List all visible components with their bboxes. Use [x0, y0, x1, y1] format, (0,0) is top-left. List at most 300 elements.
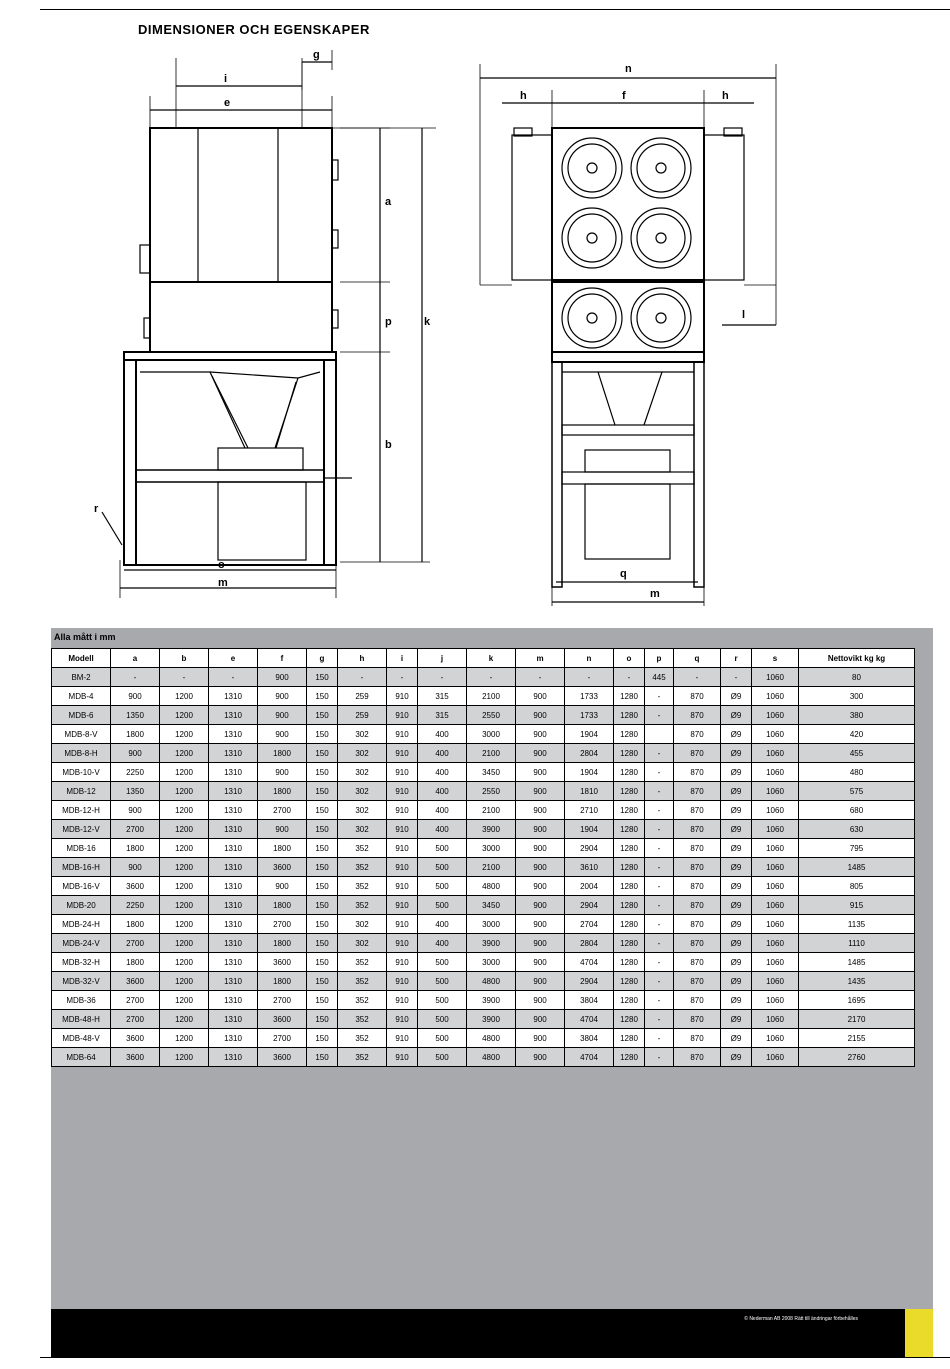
table-cell: MDB-16 [52, 839, 111, 858]
table-cell: 630 [799, 820, 915, 839]
table-cell: - [614, 668, 645, 687]
table-cell: 1310 [209, 991, 258, 1010]
table-cell: 150 [307, 820, 338, 839]
table-cell: 4704 [565, 1010, 614, 1029]
table-cell: 870 [674, 934, 721, 953]
table-cell: 4800 [467, 1048, 516, 1067]
table-cell: 2700 [111, 991, 160, 1010]
table-cell: Ø9 [721, 858, 752, 877]
table-cell: - [467, 668, 516, 687]
table-cell: 3600 [111, 1029, 160, 1048]
table-row [52, 972, 915, 991]
table-cell: 1800 [111, 725, 160, 744]
table-cell: 150 [307, 744, 338, 763]
table-cell: MDB-24-H [52, 915, 111, 934]
table-cell: 870 [674, 744, 721, 763]
table-cell: 352 [338, 877, 387, 896]
table-cell: 900 [111, 858, 160, 877]
table-cell: 150 [307, 934, 338, 953]
table-cell: 870 [674, 782, 721, 801]
table-cell: - [645, 782, 674, 801]
table-cell: 1310 [209, 915, 258, 934]
table-cell: MDB-10-V [52, 763, 111, 782]
table-cell: MDB-12-H [52, 801, 111, 820]
table-cell: 910 [387, 1010, 418, 1029]
table-cell: 1060 [752, 953, 799, 972]
table-row [52, 1048, 915, 1067]
table-cell: 2100 [467, 744, 516, 763]
table-cell: 1310 [209, 934, 258, 953]
table-cell: 2250 [111, 763, 160, 782]
table-cell: Ø9 [721, 687, 752, 706]
table-row [52, 668, 915, 687]
table-cell: 259 [338, 687, 387, 706]
table-cell: 870 [674, 1010, 721, 1029]
table-cell: Ø9 [721, 763, 752, 782]
table-cell: 1280 [614, 877, 645, 896]
table-cell: 150 [307, 801, 338, 820]
table-cell: 1280 [614, 896, 645, 915]
table-cell: 150 [307, 839, 338, 858]
table-cell: 870 [674, 896, 721, 915]
table-cell: MDB-16-V [52, 877, 111, 896]
table-cell: 2700 [258, 915, 307, 934]
table-cell: 500 [418, 953, 467, 972]
table-cell: 1310 [209, 877, 258, 896]
table-cell: 2804 [565, 934, 614, 953]
table-cell: 1060 [752, 972, 799, 991]
table-cell: 900 [516, 858, 565, 877]
table-cell: 400 [418, 725, 467, 744]
table-cell: 910 [387, 725, 418, 744]
table-cell: 910 [387, 1029, 418, 1048]
table-cell: 4704 [565, 953, 614, 972]
table-cell: 1280 [614, 801, 645, 820]
table-cell: 900 [111, 801, 160, 820]
table-row [52, 877, 915, 896]
table-cell: 910 [387, 915, 418, 934]
technical-drawings [0, 0, 950, 620]
table-cell: 3600 [258, 858, 307, 877]
table-cell: MDB-12 [52, 782, 111, 801]
column-header: i [387, 649, 418, 668]
dim-label-b: b [385, 439, 392, 451]
dim-label-o: o [218, 559, 225, 571]
table-cell: 3000 [467, 839, 516, 858]
dim-label-i: i [224, 73, 228, 85]
table-cell: 2904 [565, 972, 614, 991]
table-cell: 900 [516, 839, 565, 858]
table-cell: 2700 [258, 991, 307, 1010]
table-cell: 302 [338, 915, 387, 934]
table-cell: 1310 [209, 687, 258, 706]
table-cell: 1200 [160, 877, 209, 896]
table-cell: 3600 [111, 1048, 160, 1067]
table-cell: 1904 [565, 763, 614, 782]
table-cell: 1200 [160, 820, 209, 839]
table-cell: - [645, 706, 674, 725]
table-cell: 1060 [752, 725, 799, 744]
table-cell: 1904 [565, 820, 614, 839]
table-cell: 2760 [799, 1048, 915, 1067]
table-cell: - [645, 1048, 674, 1067]
table-cell: 300 [799, 687, 915, 706]
table-cell: 1060 [752, 668, 799, 687]
table-cell: 480 [799, 763, 915, 782]
table-cell: 1280 [614, 915, 645, 934]
table-cell: MDB-20 [52, 896, 111, 915]
table-cell: 302 [338, 744, 387, 763]
table-cell: Ø9 [721, 820, 752, 839]
table-cell: 1200 [160, 725, 209, 744]
table-cell: 1310 [209, 858, 258, 877]
table-cell: Ø9 [721, 1048, 752, 1067]
table-cell: 4704 [565, 1048, 614, 1067]
table-cell: 2710 [565, 801, 614, 820]
table-cell: 1060 [752, 877, 799, 896]
table-cell: 1310 [209, 744, 258, 763]
column-header: b [160, 649, 209, 668]
table-cell: MDB-6 [52, 706, 111, 725]
table-cell: MDB-4 [52, 687, 111, 706]
table-cell: - [565, 668, 614, 687]
table-cell: - [645, 953, 674, 972]
column-header: e [209, 649, 258, 668]
table-cell: - [721, 668, 752, 687]
table-cell: 2550 [467, 782, 516, 801]
table-cell: - [645, 858, 674, 877]
table-cell: 1280 [614, 1029, 645, 1048]
table-cell: - [645, 915, 674, 934]
dim-label-m: m [218, 577, 228, 589]
table-cell: 1310 [209, 1029, 258, 1048]
table-cell: 500 [418, 1010, 467, 1029]
table-cell: 150 [307, 896, 338, 915]
table-cell: 1060 [752, 820, 799, 839]
table-cell: 150 [307, 953, 338, 972]
table-cell: 4800 [467, 972, 516, 991]
table-cell: 2904 [565, 839, 614, 858]
table-cell: MDB-24-V [52, 934, 111, 953]
table-cell: 900 [111, 744, 160, 763]
table-cell: 870 [674, 953, 721, 972]
table-cell: 900 [516, 972, 565, 991]
dim-label-p: p [385, 316, 392, 328]
table-cell: MDB-48-H [52, 1010, 111, 1029]
column-header: h [338, 649, 387, 668]
dim-label-a: a [385, 196, 392, 208]
table-cell: 2170 [799, 1010, 915, 1029]
table-cell: 1485 [799, 953, 915, 972]
table-cell: 150 [307, 991, 338, 1010]
table-cell: MDB-64 [52, 1048, 111, 1067]
table-cell: Ø9 [721, 725, 752, 744]
table-cell: 500 [418, 839, 467, 858]
table-cell: 500 [418, 896, 467, 915]
column-header: q [674, 649, 721, 668]
table-cell: - [645, 934, 674, 953]
table-cell: 4800 [467, 1029, 516, 1048]
table-cell: 400 [418, 934, 467, 953]
dim-label-k: k [424, 316, 431, 328]
table-cell: 352 [338, 991, 387, 1010]
table-cell: - [645, 839, 674, 858]
table-cell: - [645, 991, 674, 1010]
table-cell: 910 [387, 1048, 418, 1067]
table-cell: 910 [387, 953, 418, 972]
table-cell: 870 [674, 801, 721, 820]
table-cell: 910 [387, 839, 418, 858]
dim-label-n: n [625, 63, 632, 75]
table-cell: 352 [338, 858, 387, 877]
table-cell: 900 [516, 1048, 565, 1067]
page-title: DIMENSIONER OCH EGENSKAPER [138, 22, 370, 37]
table-cell: 3610 [565, 858, 614, 877]
table-cell: 1800 [258, 744, 307, 763]
table-cell: 150 [307, 1029, 338, 1048]
table-cell: Ø9 [721, 744, 752, 763]
table-cell: 352 [338, 953, 387, 972]
table-cell: 1310 [209, 953, 258, 972]
table-cell: Ø9 [721, 782, 752, 801]
table-cell: - [645, 820, 674, 839]
table-cell: 910 [387, 782, 418, 801]
table-cell: 3000 [467, 953, 516, 972]
table-cell: Ø9 [721, 839, 752, 858]
table-cell: - [645, 763, 674, 782]
table-cell: 900 [516, 934, 565, 953]
table-cell: 1060 [752, 991, 799, 1010]
table-cell: 400 [418, 801, 467, 820]
table-cell: 500 [418, 1048, 467, 1067]
column-header: g [307, 649, 338, 668]
table-cell: 870 [674, 915, 721, 934]
table-cell: 3450 [467, 763, 516, 782]
table-cell: 1310 [209, 896, 258, 915]
table-cell: MDB-16-H [52, 858, 111, 877]
table-cell: 1200 [160, 1010, 209, 1029]
table-cell: 1200 [160, 858, 209, 877]
table-cell: 870 [674, 839, 721, 858]
table-cell: 795 [799, 839, 915, 858]
table-cell: 150 [307, 706, 338, 725]
column-header: r [721, 649, 752, 668]
table-row [52, 915, 915, 934]
table-cell: 900 [258, 668, 307, 687]
table-cell [645, 725, 674, 744]
table-cell: Ø9 [721, 1029, 752, 1048]
table-cell: 870 [674, 763, 721, 782]
table-cell: 1310 [209, 972, 258, 991]
table-cell: 1060 [752, 839, 799, 858]
table-cell: Ø9 [721, 896, 752, 915]
dim-label-m-front: m [650, 588, 660, 600]
column-header: a [111, 649, 160, 668]
table-cell: 900 [516, 725, 565, 744]
table-cell: 910 [387, 801, 418, 820]
front-view-drawing [480, 64, 776, 606]
table-cell: 352 [338, 972, 387, 991]
table-cell: 1280 [614, 782, 645, 801]
table-cell: BM-2 [52, 668, 111, 687]
table-cell: 900 [258, 706, 307, 725]
table-cell: - [645, 1010, 674, 1029]
table-cell: 2155 [799, 1029, 915, 1048]
table-cell: 1200 [160, 934, 209, 953]
table-cell: 900 [516, 706, 565, 725]
table-cell: 1800 [258, 782, 307, 801]
table-cell: 1060 [752, 744, 799, 763]
table-cell: 1200 [160, 782, 209, 801]
table-cell: 1060 [752, 915, 799, 934]
column-header: k [467, 649, 516, 668]
table-header-row [52, 649, 915, 668]
table-cell: 870 [674, 706, 721, 725]
table-cell: 352 [338, 1029, 387, 1048]
dim-label-h-right: h [722, 90, 729, 102]
table-cell: 900 [516, 991, 565, 1010]
table-cell: 900 [516, 877, 565, 896]
table-cell: 1280 [614, 972, 645, 991]
table-cell: 302 [338, 820, 387, 839]
table-cell: 2700 [111, 1010, 160, 1029]
table-cell: 420 [799, 725, 915, 744]
table-cell: 3600 [258, 953, 307, 972]
table-cell: 150 [307, 782, 338, 801]
table-cell: 1810 [565, 782, 614, 801]
table-cell: 870 [674, 725, 721, 744]
table-cell: 2700 [111, 820, 160, 839]
bottom-rule [40, 1357, 950, 1358]
table-cell: 910 [387, 744, 418, 763]
table-cell: 3450 [467, 896, 516, 915]
column-header: p [645, 649, 674, 668]
column-header: f [258, 649, 307, 668]
table-cell: 380 [799, 706, 915, 725]
table-cell: 1110 [799, 934, 915, 953]
column-header: j [418, 649, 467, 668]
table-cell: Ø9 [721, 706, 752, 725]
table-cell: 1200 [160, 972, 209, 991]
table-cell: 1280 [614, 1010, 645, 1029]
table-cell: 900 [516, 782, 565, 801]
table-cell: 80 [799, 668, 915, 687]
table-cell: 445 [645, 668, 674, 687]
table-cell: 1060 [752, 706, 799, 725]
table-cell: 3000 [467, 725, 516, 744]
table-cell: 1435 [799, 972, 915, 991]
table-cell: - [111, 668, 160, 687]
table-cell: Ø9 [721, 953, 752, 972]
table-cell: MDB-36 [52, 991, 111, 1010]
table-cell: 3000 [467, 915, 516, 934]
table-cell: 910 [387, 991, 418, 1010]
table-cell: 2100 [467, 858, 516, 877]
table-row [52, 687, 915, 706]
table-cell: 500 [418, 972, 467, 991]
table-cell: 1060 [752, 1010, 799, 1029]
table-cell: 1310 [209, 820, 258, 839]
table-cell: 2250 [111, 896, 160, 915]
table-cell: 1060 [752, 801, 799, 820]
table-cell: 2700 [258, 801, 307, 820]
table-cell: 900 [516, 763, 565, 782]
table-cell: 900 [516, 1029, 565, 1048]
dim-label-l: l [742, 309, 746, 321]
table-cell: 352 [338, 896, 387, 915]
dim-label-q: q [620, 568, 627, 580]
table-cell: 1200 [160, 1048, 209, 1067]
table-cell: 870 [674, 687, 721, 706]
dim-label-h-left: h [520, 90, 527, 102]
table-cell: 1310 [209, 725, 258, 744]
table-cell: 870 [674, 972, 721, 991]
table-cell: 1280 [614, 706, 645, 725]
column-header: n [565, 649, 614, 668]
table-cell: 3900 [467, 1010, 516, 1029]
table-cell: 1904 [565, 725, 614, 744]
table-cell: 302 [338, 934, 387, 953]
table-cell: MDB-48-V [52, 1029, 111, 1048]
table-cell: 2100 [467, 801, 516, 820]
table-cell: - [645, 687, 674, 706]
table-cell: 1800 [111, 839, 160, 858]
table-cell: Ø9 [721, 972, 752, 991]
table-cell: 805 [799, 877, 915, 896]
table-cell: 1060 [752, 687, 799, 706]
table-cell: - [645, 972, 674, 991]
table-cell: 910 [387, 972, 418, 991]
table-row [52, 896, 915, 915]
table-cell: 3804 [565, 991, 614, 1010]
table-cell: - [338, 668, 387, 687]
table-cell: 870 [674, 877, 721, 896]
table-cell: 400 [418, 763, 467, 782]
table-cell: 1800 [258, 934, 307, 953]
table-cell: 302 [338, 801, 387, 820]
table-cell: 1310 [209, 839, 258, 858]
table-cell: 1485 [799, 858, 915, 877]
table-cell: 1060 [752, 782, 799, 801]
table-cell: 900 [516, 801, 565, 820]
table-cell: - [674, 668, 721, 687]
table-cell: - [418, 668, 467, 687]
table-row [52, 706, 915, 725]
table-cell: 1695 [799, 991, 915, 1010]
table-cell: 3900 [467, 991, 516, 1010]
table-cell: 1200 [160, 687, 209, 706]
table-cell: 2704 [565, 915, 614, 934]
table-row [52, 991, 915, 1010]
table-cell: 1200 [160, 706, 209, 725]
table-cell: 900 [111, 687, 160, 706]
table-cell: 1280 [614, 953, 645, 972]
table-cell: 870 [674, 991, 721, 1010]
table-cell: Ø9 [721, 991, 752, 1010]
table-cell: 150 [307, 687, 338, 706]
table-cell: 1200 [160, 839, 209, 858]
table-cell: 1060 [752, 763, 799, 782]
table-cell: 870 [674, 1029, 721, 1048]
table-cell: 352 [338, 1048, 387, 1067]
table-cell: 910 [387, 934, 418, 953]
column-header: Modell [52, 649, 111, 668]
table-row [52, 953, 915, 972]
table-cell: 1310 [209, 801, 258, 820]
table-cell: - [387, 668, 418, 687]
table-cell: 1280 [614, 934, 645, 953]
table-cell: 900 [516, 687, 565, 706]
